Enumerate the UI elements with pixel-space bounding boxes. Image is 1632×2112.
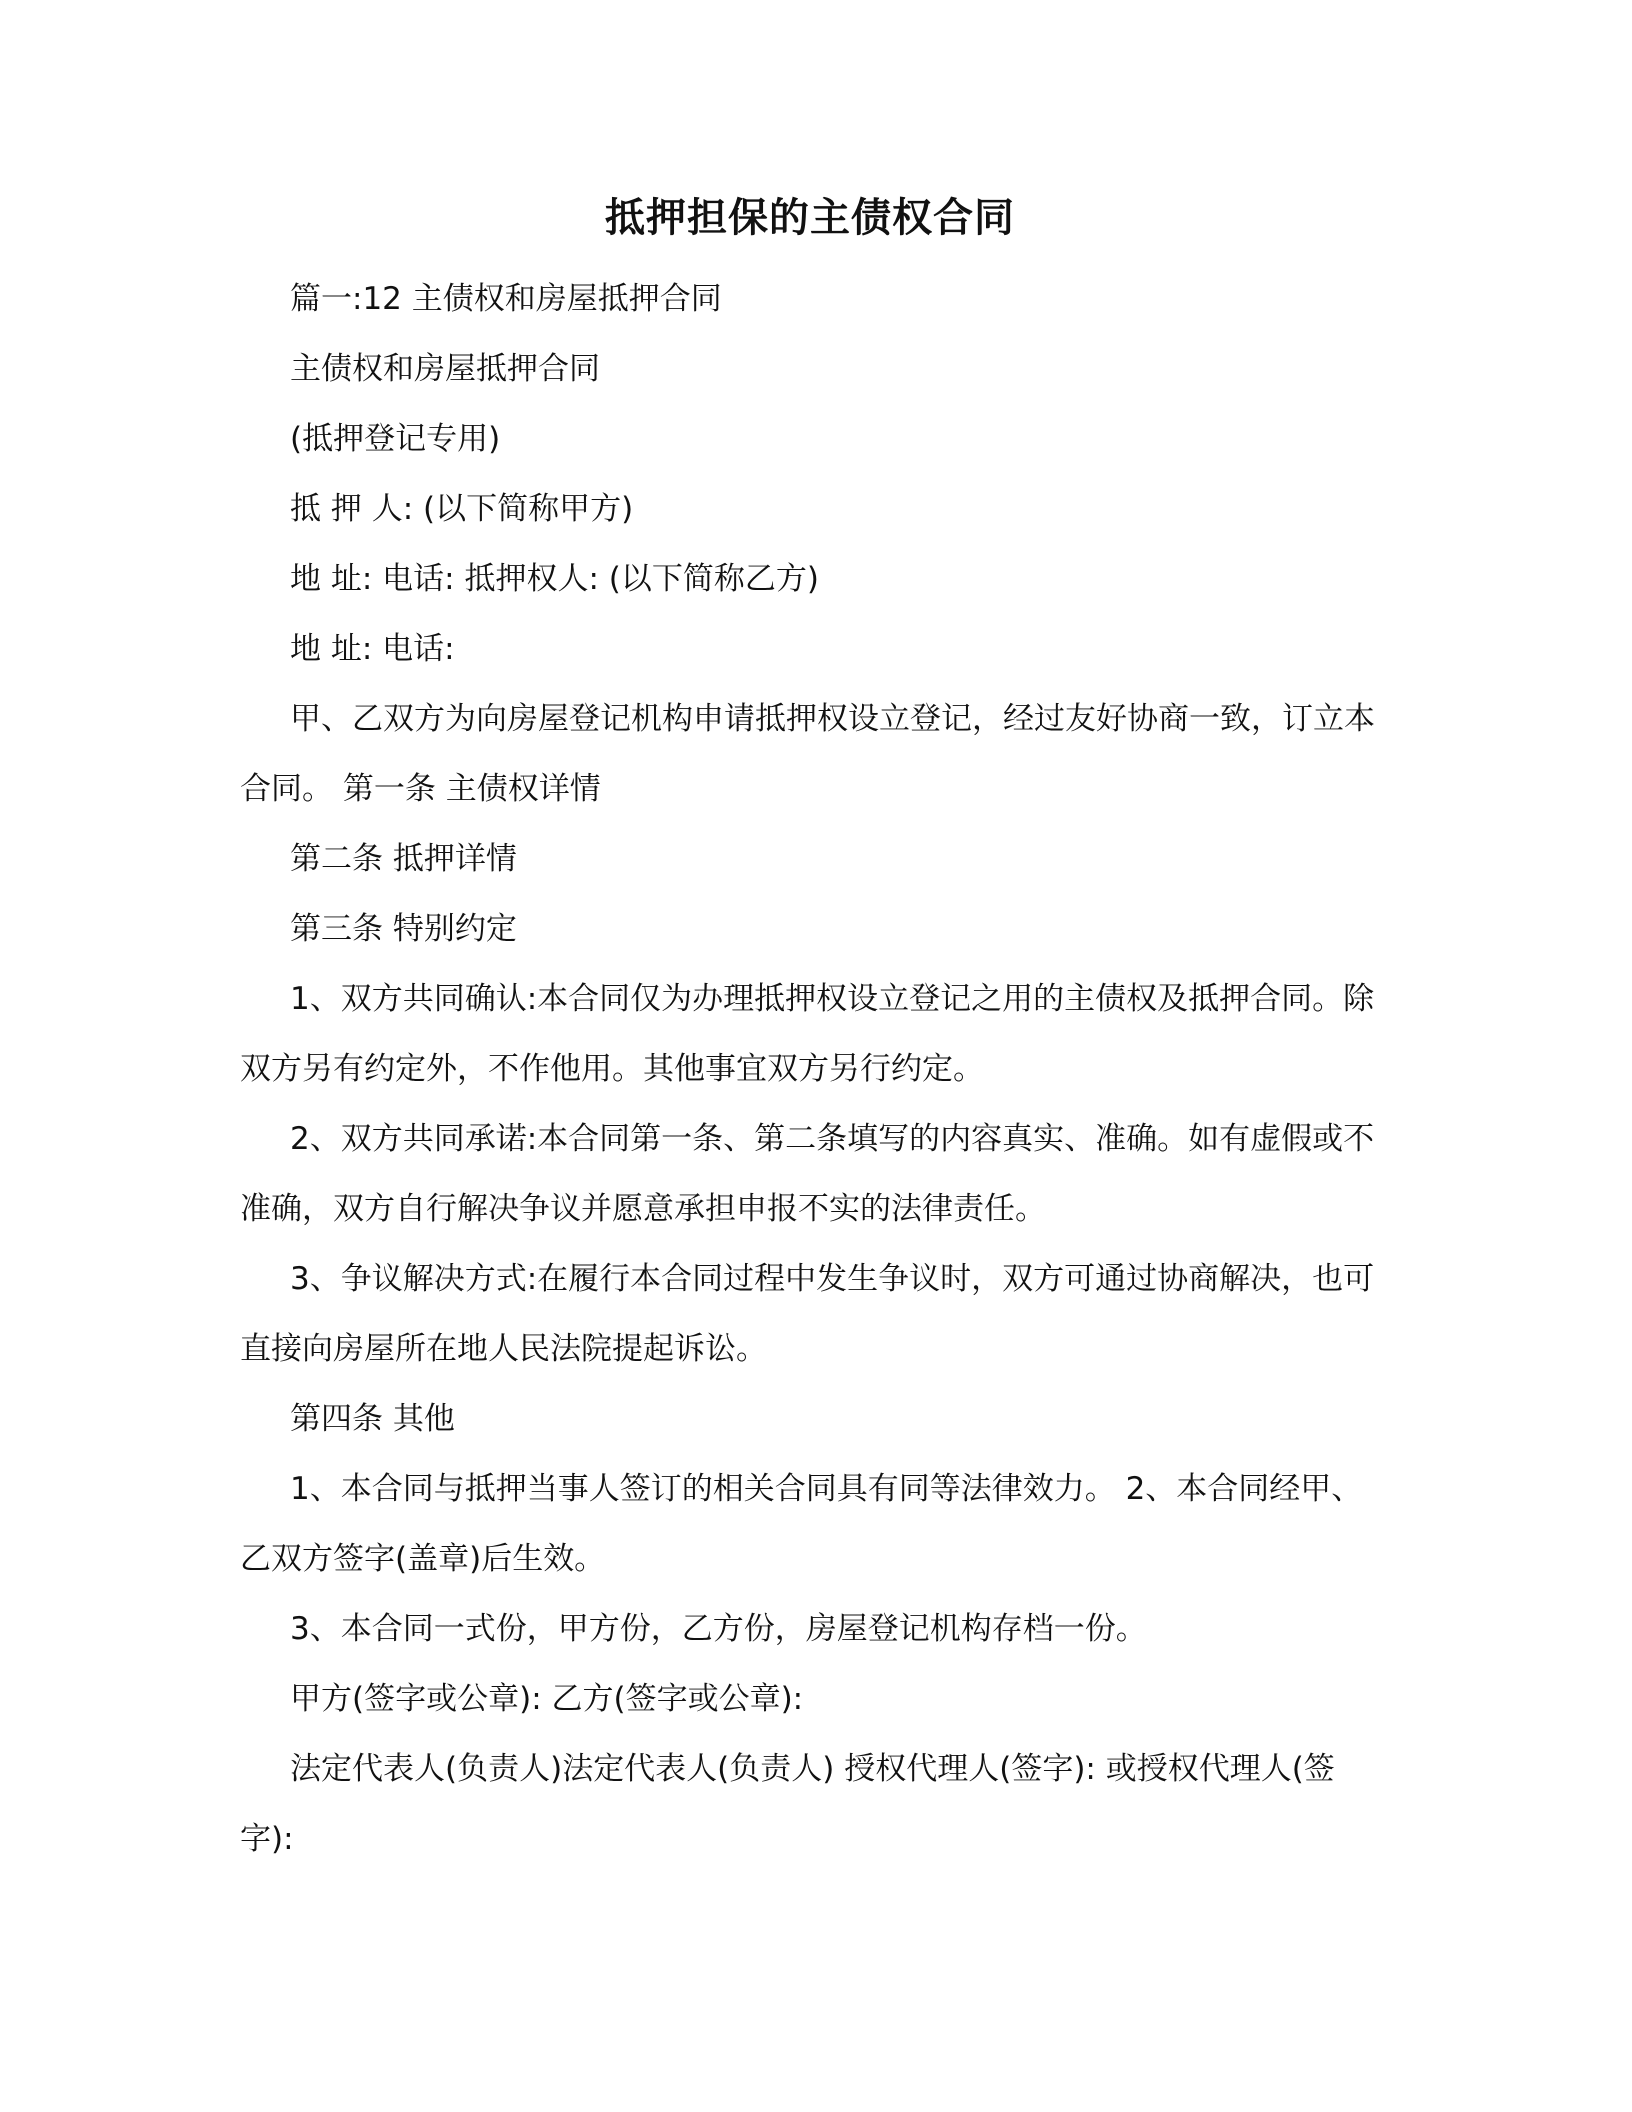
paragraph-clause-4-1: 1、本合同与抵押当事人签订的相关合同具有同等法律效力。 2、本合同经甲、乙双方签字(盖章)后生效。: [240, 1471, 1363, 1577]
paragraph-mortgagor: 抵 押 人: (以下简称甲方): [290, 491, 634, 527]
paragraph-preamble: 甲、乙双方为向房屋登记机构申请抵押权设立登记，经过友好协商一致，订立本合同。 第一条 主债权详情: [240, 701, 1375, 807]
paragraph-signatures: 甲方(签字或公章): 乙方(签字或公章):: [290, 1681, 804, 1717]
paragraph-article-three: 第三条 特别约定: [290, 911, 517, 947]
paragraph-clause-3-2: 2、双方共同承诺:本合同第一条、第二条填写的内容真实、准确。如有虚假或不准确，双方自行解决争议并愿意承担申报不实的法律责任。: [240, 1121, 1375, 1227]
document-title: 抵押担保的主债权合同: [605, 195, 1015, 241]
paragraph-contract-name: 主债权和房屋抵押合同: [290, 351, 600, 387]
paragraph-clause-3-3: 3、争议解决方式:在履行本合同过程中发生争议时，双方可通过协商解决，也可直接向房屋所在地人民法院提起诉讼。: [240, 1261, 1375, 1367]
paragraph-clause-4-3: 3、本合同一式份，甲方份，乙方份，房屋登记机构存档一份。: [290, 1611, 1147, 1647]
document-page: [240, 190, 1380, 1874]
paragraph-address-mortgagee: 地 址: 电话: 抵押权人: (以下简称乙方): [290, 561, 819, 597]
paragraph-article-two: 第二条 抵押详情: [290, 841, 517, 877]
paragraph-chapter-one: 篇一:12 主债权和房屋抵押合同: [290, 281, 722, 317]
paragraph-address-phone: 地 址: 电话:: [290, 631, 455, 667]
paragraph-article-four: 第四条 其他: [290, 1401, 455, 1437]
paragraph-registration-note: (抵押登记专用): [290, 421, 501, 457]
paragraph-clause-3-1: 1、双方共同确认:本合同仅为办理抵押权设立登记之用的主债权及抵押合同。除双方另有约定外，不作他用。其他事宜双方另行约定。: [240, 981, 1375, 1087]
paragraph-representatives: 法定代表人(负责人)法定代表人(负责人) 授权代理人(签字): 或授权代理人(签字):: [240, 1751, 1335, 1857]
